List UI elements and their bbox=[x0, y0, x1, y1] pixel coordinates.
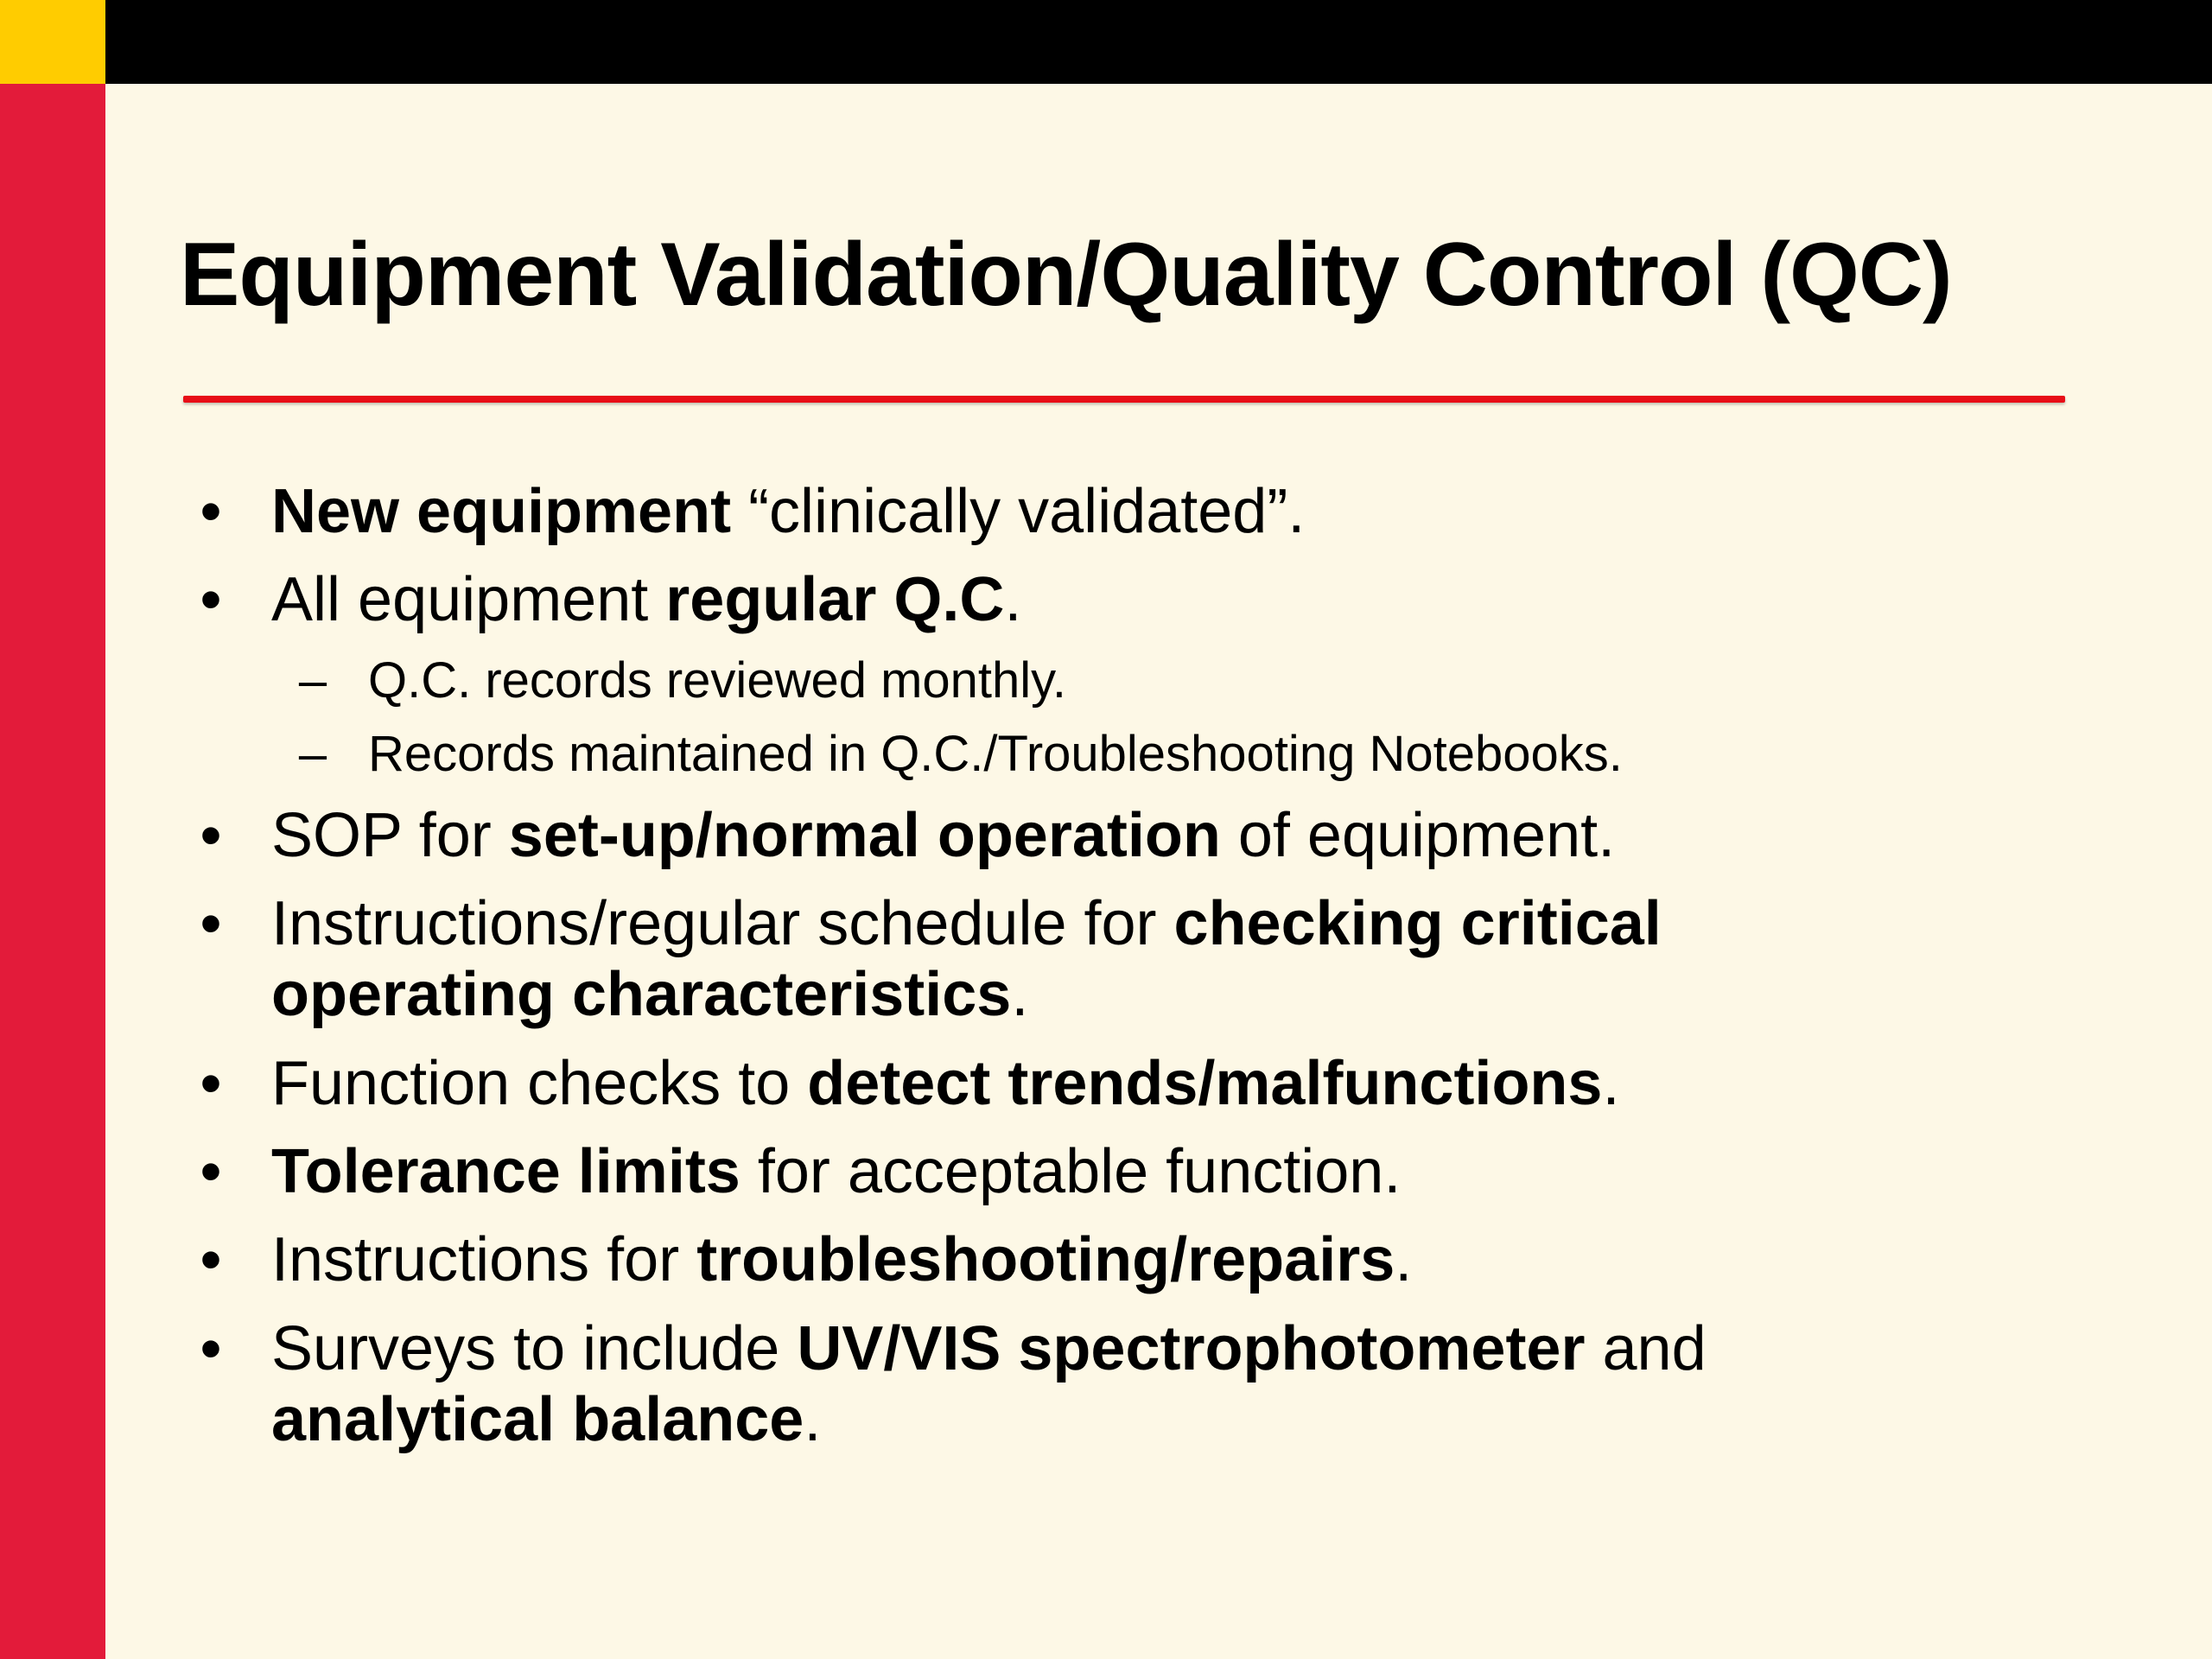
bullet-text: “clinically validated”. bbox=[731, 477, 1306, 546]
bullet-text: Instructions for bbox=[271, 1225, 697, 1294]
bullet-bold-text: New equipment bbox=[271, 477, 732, 546]
slide-title: Equipment Validation/Quality Control (QC) bbox=[180, 225, 1952, 325]
bullet-bold-text: set-up/normal operation bbox=[508, 801, 1221, 870]
bullet-dot-icon: • bbox=[200, 1225, 222, 1294]
bullet-text: Function checks to bbox=[271, 1049, 808, 1118]
bullet-dot-icon: • bbox=[200, 1049, 222, 1118]
bullet-bold-text: troubleshooting/repairs bbox=[696, 1225, 1395, 1294]
bullet-item bbox=[200, 1136, 1402, 1207]
bullet-text: for acceptable function. bbox=[740, 1137, 1402, 1206]
dash-icon: – bbox=[298, 652, 327, 709]
bullet-text: Surveys to include bbox=[271, 1314, 798, 1383]
bullet-text: . bbox=[1602, 1049, 1620, 1118]
bullet-dot-icon: • bbox=[200, 801, 222, 870]
dash-icon: – bbox=[298, 726, 327, 782]
bullet-bold-text: regular Q.C bbox=[665, 565, 1005, 634]
bullet-text: of equipment. bbox=[1220, 801, 1616, 870]
bullet-text: . bbox=[1395, 1225, 1413, 1294]
bullet-item bbox=[200, 800, 1616, 871]
bullet-dot-icon: • bbox=[200, 477, 222, 546]
bullet-text: . bbox=[1004, 565, 1022, 634]
bullet-text: . bbox=[804, 1385, 822, 1454]
bullet-dot-icon: • bbox=[200, 565, 222, 634]
bullet-text: Instructions/regular schedule for bbox=[271, 889, 1174, 958]
bullet-text: and bbox=[1585, 1314, 1707, 1383]
bullet-text: SOP for bbox=[271, 801, 509, 870]
bullet-item bbox=[200, 476, 1306, 547]
bullet-item bbox=[200, 1048, 1620, 1119]
bullet-item bbox=[200, 1224, 1413, 1295]
bullet-dot-icon: • bbox=[200, 889, 222, 958]
bullet-bold-text: Tolerance limits bbox=[271, 1137, 741, 1206]
bullet-item bbox=[200, 1313, 1707, 1455]
bullet-bold-text: analytical balance bbox=[271, 1385, 804, 1454]
bullet-bold-text: checking critical bbox=[1173, 889, 1662, 958]
bullet-bold-text: UV/VIS spectrophotometer bbox=[797, 1314, 1586, 1383]
sub-bullet-text: Q.C. records reviewed monthly. bbox=[368, 652, 1066, 709]
sub-bullet-item bbox=[298, 650, 1066, 712]
bullet-text: . bbox=[1011, 960, 1029, 1029]
bullet-item bbox=[200, 564, 1022, 635]
sub-bullet-item bbox=[298, 723, 1623, 785]
bullet-dot-icon: • bbox=[200, 1137, 222, 1206]
bullet-dot-icon: • bbox=[200, 1314, 222, 1383]
sub-bullet-text: Records maintained in Q.C./Troubleshooting Notebooks. bbox=[368, 726, 1623, 782]
bullet-text: All equipment bbox=[271, 565, 666, 634]
bullet-bold-text: operating characteristics bbox=[271, 960, 1012, 1029]
bullet-item bbox=[200, 888, 1662, 1030]
bullet-bold-text: detect trends/malfunctions bbox=[807, 1049, 1603, 1118]
